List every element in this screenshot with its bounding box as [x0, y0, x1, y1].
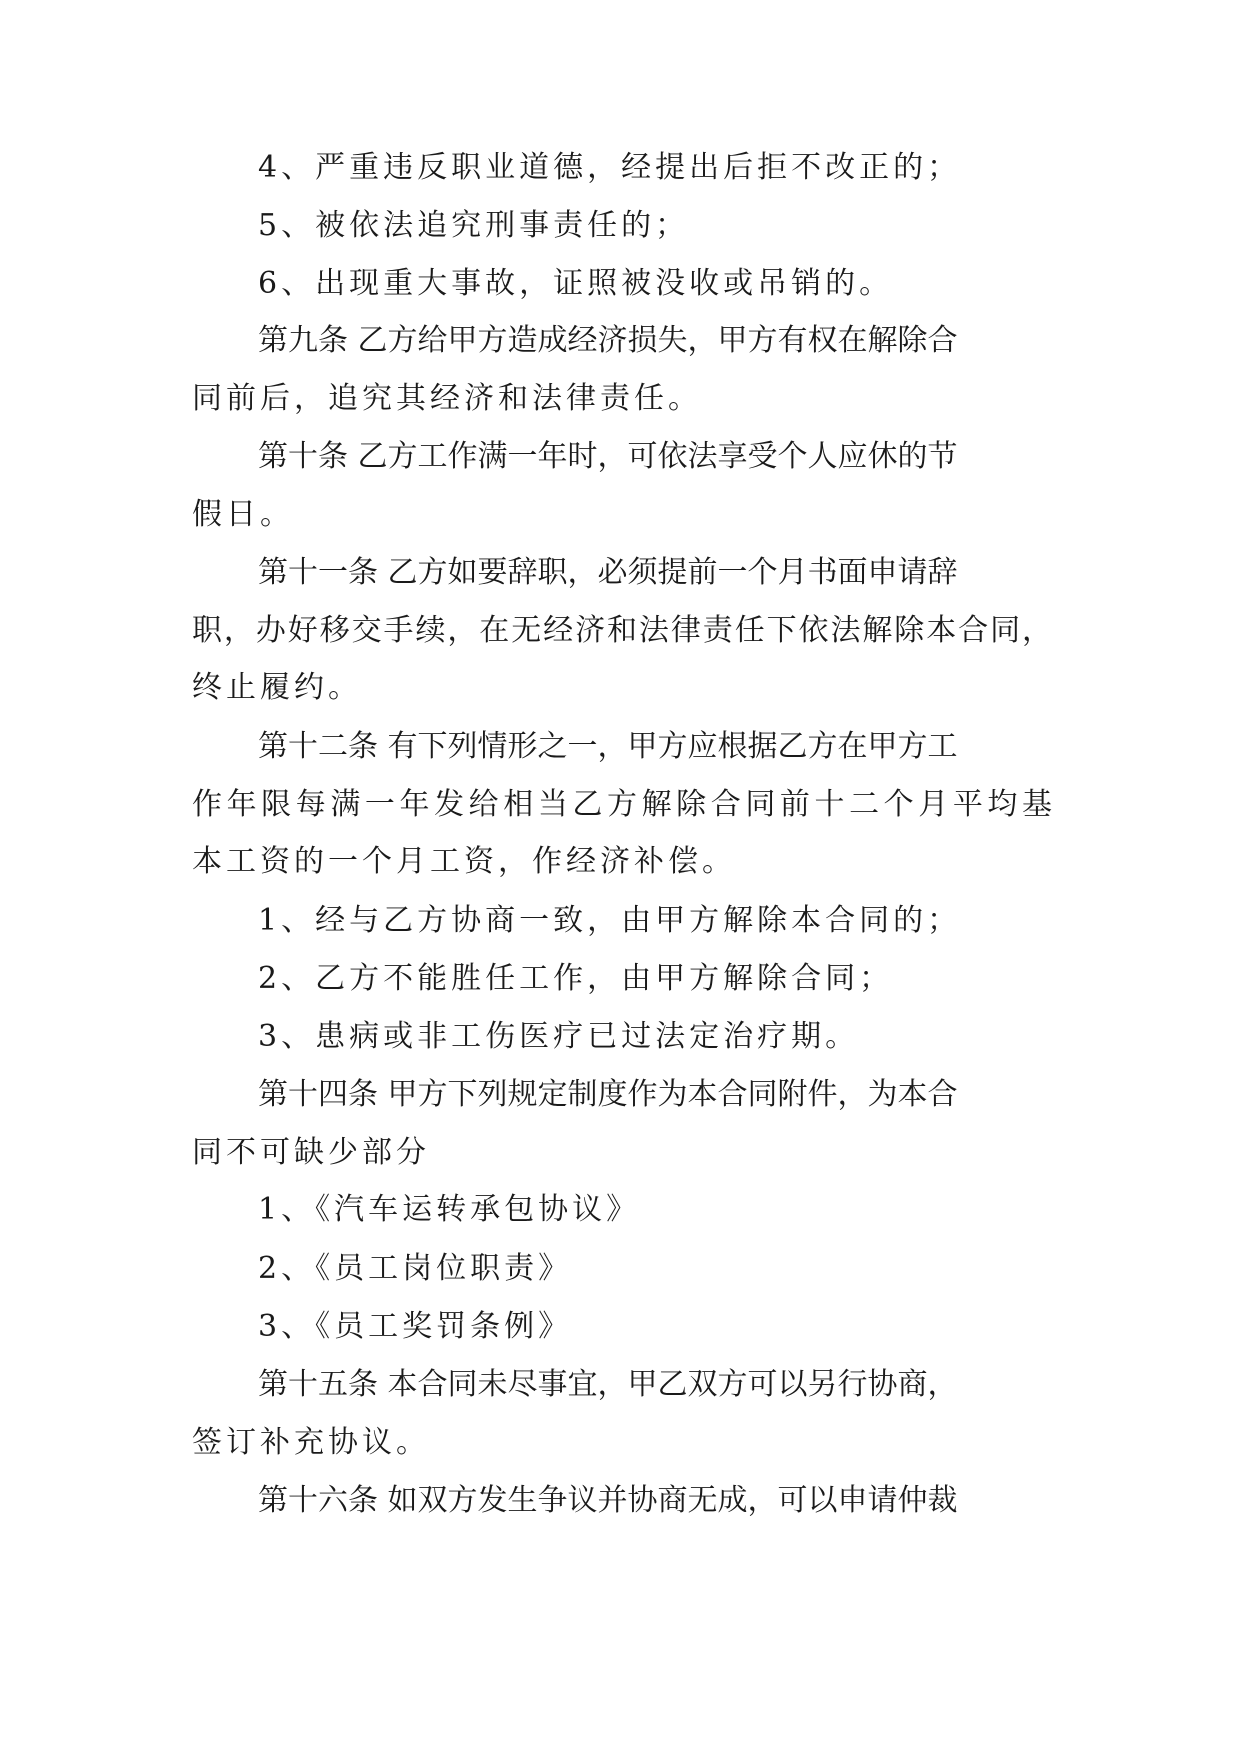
- text-line: 终止履约。: [192, 670, 362, 705]
- text-line: 3、《员工奖罚条例》: [258, 1309, 573, 1344]
- text-line: 本工资的一个月工资，作经济补偿。: [192, 844, 736, 879]
- text-line: 第十六条 如双方发生争议并协商无成，可以申请仲裁: [258, 1483, 958, 1518]
- text-line: 同不可缺少部分: [192, 1135, 430, 1170]
- text-line: 5、被依法追究刑事责任的；: [258, 208, 690, 243]
- text-line: 6、出现重大事故，证照被没收或吊销的。: [258, 266, 894, 301]
- text-line: 2、《员工岗位职责》: [258, 1251, 573, 1286]
- text-line: 2、乙方不能胜任工作，由甲方解除合同；: [258, 961, 894, 996]
- text-line: 4、严重违反职业道德，经提出后拒不改正的；: [258, 150, 962, 185]
- text-line: 第十二条 有下列情形之一，甲方应根据乙方在甲方工: [258, 729, 958, 764]
- text-line: 同前后，追究其经济和法律责任。: [192, 381, 702, 416]
- text-line: 职，办好移交手续，在无经济和法律责任下依法解除本合同，: [192, 613, 1052, 648]
- text-line: 1、《汽车运转承包协议》: [258, 1192, 641, 1227]
- text-line: 作年限每满一年发给相当乙方解除合同前十二个月平均基: [192, 787, 1052, 822]
- text-line: 第九条 乙方给甲方造成经济损失，甲方有权在解除合: [258, 323, 958, 358]
- text-line: 第十四条 甲方下列规定制度作为本合同附件，为本合: [258, 1077, 958, 1112]
- text-line: 3、患病或非工伤医疗已过法定治疗期。: [258, 1019, 860, 1054]
- text-line: 第十条 乙方工作满一年时，可依法享受个人应休的节: [258, 439, 958, 474]
- text-line: 签订补充协议。: [192, 1425, 430, 1460]
- text-line: 1、经与乙方协商一致，由甲方解除本合同的；: [258, 903, 962, 938]
- text-line: 假日。: [192, 497, 294, 532]
- text-line: 第十一条 乙方如要辞职，必须提前一个月书面申请辞: [258, 555, 958, 590]
- text-line: 第十五条 本合同未尽事宜，甲乙双方可以另行协商，: [258, 1367, 958, 1402]
